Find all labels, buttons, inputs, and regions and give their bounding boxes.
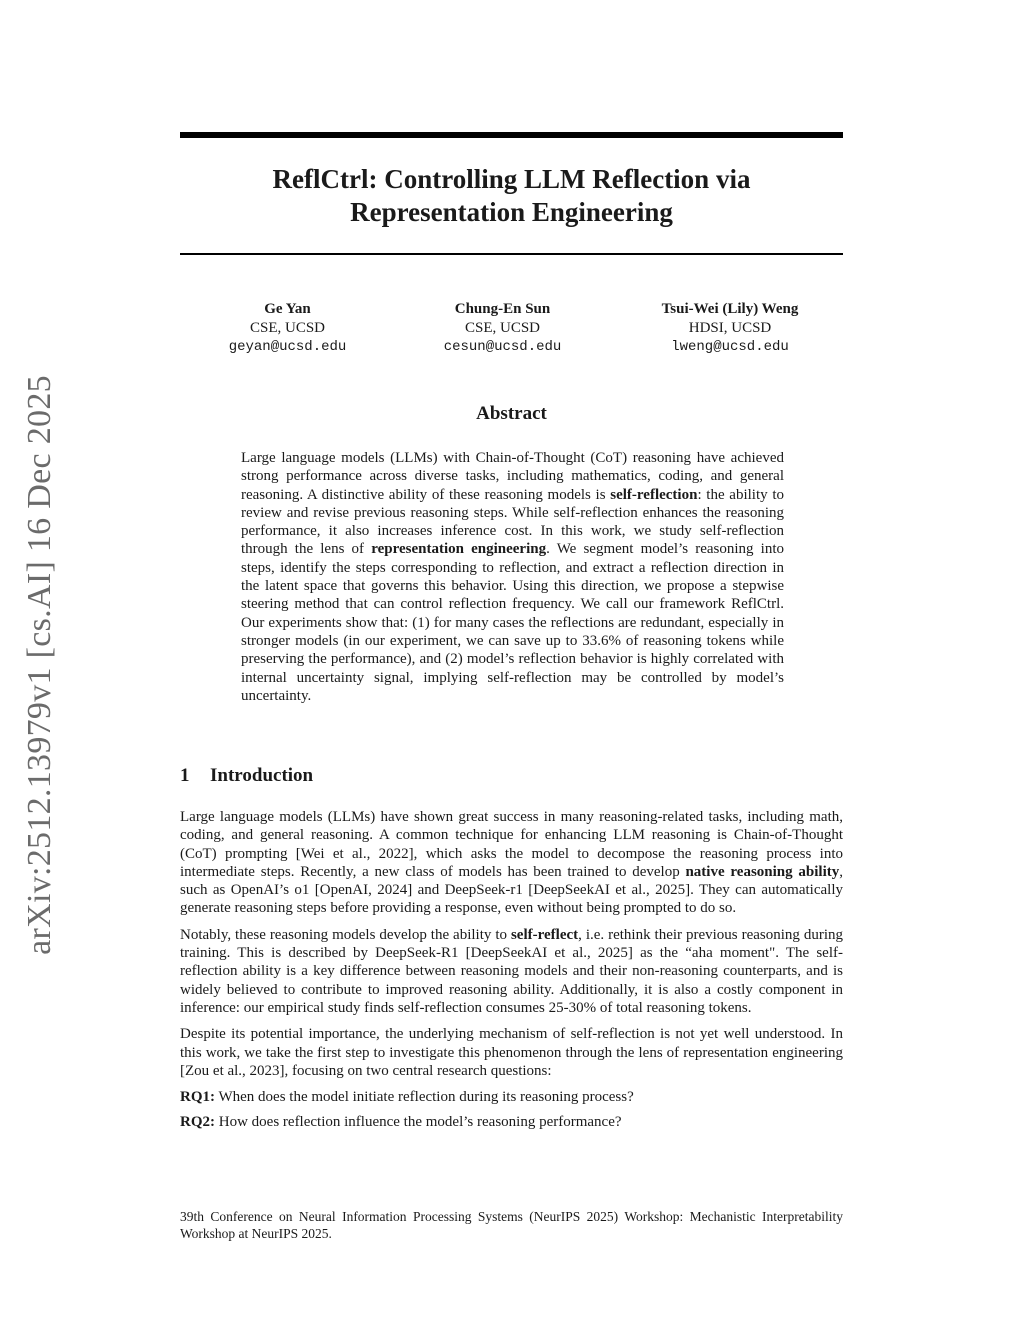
paragraph-emphasis: native reasoning ability — [685, 863, 840, 880]
research-question-1 — [180, 1088, 843, 1106]
author-affiliation: CSE, UCSD — [249, 320, 326, 336]
author-email: lweng@ucsd.edu — [671, 339, 789, 355]
author-3 — [645, 300, 815, 357]
paragraph-text: , i.e. rethink their previous reasoning during training. This is described by DeepSeek-R1 [DeepSeekAI et al., 2025] as the “aha moment". The self-reflection ability is a key difference between reasoning models and their non-reasoning counterparts, and is widely believed to contribute to improved reasoning ability. Additionally, it is also a costly component in inference: our empirical study finds self-reflection consumes 25-30% of total reasoning tokens. — [180, 926, 843, 1016]
paper-title-line-2: Representation Engineering — [350, 197, 673, 227]
paragraph-text: , such as OpenAI’s o1 [OpenAI, 2024] and DeepSeek-r1 [DeepSeekAI et al., 2025]. They can automatically generate reasoning steps before providing a response, even without being prompted to do so. — [180, 863, 843, 917]
author-2 — [430, 300, 575, 357]
rq-label: RQ2: — [180, 1114, 215, 1131]
abstract-body — [241, 449, 784, 705]
author-affiliation: HDSI, UCSD — [688, 320, 772, 336]
rq-text: When does the model initiate reflection during its reasoning process? — [215, 1089, 634, 1106]
author-affiliation: CSE, UCSD — [464, 320, 541, 336]
abstract-text: : the ability to review and revise previous reasoning steps. While self-reflection enhances the reasoning performance, it also increases inference cost. In this work, we study self-reflection through the lens of — [241, 486, 784, 558]
section-title: Introduction — [210, 765, 314, 786]
author-email: cesun@ucsd.edu — [443, 339, 562, 355]
rq-label: RQ1: — [180, 1089, 215, 1106]
introduction-body — [180, 808, 843, 1139]
abstract-heading: Abstract — [476, 403, 547, 424]
paragraph-text: Notably, these reasoning models develop the ability to — [180, 926, 511, 943]
abstract-emphasis: representation engineering — [371, 541, 547, 558]
conference-footnote: 39th Conference on Neural Information Processing Systems (NeurIPS 2025) Workshop: Mechanistic Interpretability Workshop at NeurIPS 2025. — [180, 1209, 843, 1241]
abstract-text: Large language models (LLMs) with Chain-of-Thought (CoT) reasoning have achieved strong performance across diverse tasks, including mathematics, coding, and general reasoning. A distinctive ability of these reasoning models is — [241, 450, 784, 503]
author-name: Ge Yan — [264, 301, 311, 317]
title-top-rule — [180, 132, 843, 138]
abstract-text: . We segment model’s reasoning into steps, identify the steps corresponding to reflection, and extract a reflection direction in the latent space that governs this behavior. Using this direction, we propose a stepwise steering method that can control reflection frequency. We call our framework ReflCtrl. Our experiments show that: (1) for many cases the reflections are redundant, especially in stronger models (in our experiment, we can save up to 33.6% of reasoning tokens while preserving the performance), and (2) model’s reflection behavior is highly correlated with internal uncertainty signal, implying self-reflection may be controlled by model’s uncertainty. — [241, 541, 784, 704]
author-name: Tsui-Wei (Lily) Weng — [661, 301, 799, 317]
author-name: Chung-En Sun — [454, 301, 551, 317]
abstract-emphasis: self-reflection — [610, 486, 698, 503]
research-question-2 — [180, 1113, 843, 1131]
intro-paragraph-2 — [180, 926, 843, 1017]
section-number: 1 — [180, 765, 190, 786]
paragraph-emphasis: self-reflect — [510, 926, 579, 943]
title-bottom-rule — [180, 253, 843, 255]
intro-paragraph-3: Despite its potential importance, the underlying mechanism of self-reflection is not yet well understood. In this work, we take the first step to investigate this phenomenon through the lens of representation engineering [Zou et al., 2023], focusing on two central research questions: — [180, 1026, 843, 1079]
rq-text: How does reflection influence the model’s reasoning performance? — [215, 1114, 622, 1131]
paper-title — [180, 163, 843, 229]
paragraph-text: Large language models (LLMs) have shown great success in many reasoning-related tasks, including math, coding, and general reasoning. A common technique for enhancing LLM reasoning is Chain-of-Thought (CoT) prompting [Wei et al., 2022], which asks the model to decompose the reasoning process into intermediate steps. Recently, a new class of models has been trained to develop — [180, 809, 843, 880]
arxiv-identifier — [10, 375, 70, 955]
author-email: geyan@ucsd.edu — [228, 339, 347, 355]
intro-paragraph-1 — [180, 808, 843, 918]
paper-title-line-1: ReflCtrl: Controlling LLM Reflection via — [272, 164, 751, 194]
author-1 — [215, 300, 360, 357]
arxiv-identifier-text: arXiv:2512.13979v1 [cs.AI] 16 Dec 2025 — [21, 375, 58, 955]
author-block — [215, 300, 815, 357]
section-heading-introduction — [180, 765, 313, 787]
